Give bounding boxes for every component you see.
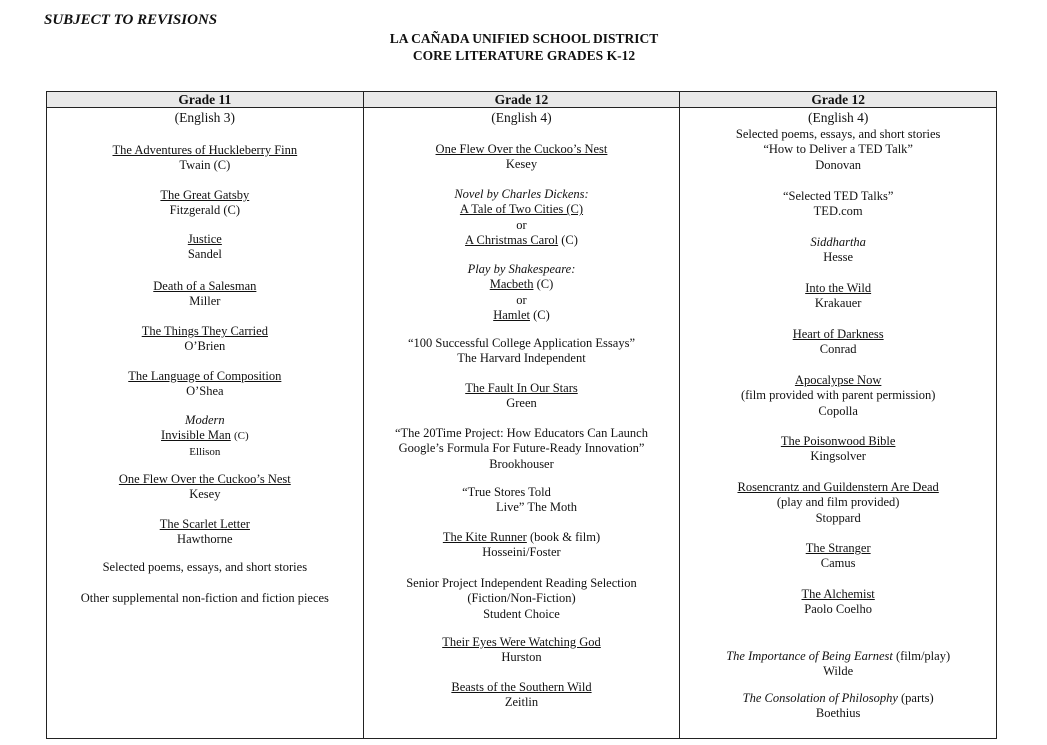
book-title: Senior Project Independent Reading Selection xyxy=(406,576,637,590)
course-label xyxy=(680,110,996,125)
book-title: Into the Wild xyxy=(805,281,872,295)
book-entry xyxy=(680,373,996,419)
book-note: (film/play) xyxy=(895,649,951,663)
book-note: (film provided with parent permission) xyxy=(740,388,936,403)
book-author: Donovan xyxy=(815,157,862,172)
book-title: Hamlet xyxy=(493,307,530,322)
or-text: or xyxy=(516,292,527,307)
book-entry xyxy=(364,485,680,516)
book-title: The Consolation of Philosophy xyxy=(742,691,898,705)
book-title: The Poisonwood Bible xyxy=(780,434,896,448)
book-entry xyxy=(680,480,996,526)
book-title: The Scarlet Letter xyxy=(159,517,250,531)
book-title: “Selected TED Talks” xyxy=(782,189,894,203)
reading-note xyxy=(47,560,363,575)
book-author: Ellison xyxy=(189,445,221,458)
book-entry xyxy=(680,587,996,618)
book-title: A Christmas Carol xyxy=(465,232,559,247)
book-title: “The 20Time Project: How Educators Can Launch xyxy=(395,426,648,440)
grade-11-column xyxy=(47,108,364,739)
book-author: Fitzgerald (C) xyxy=(169,203,241,218)
book-choice xyxy=(364,262,680,323)
document-heading xyxy=(0,30,1047,64)
book-author: Kingsolver xyxy=(810,449,866,464)
book-author: Copolla xyxy=(818,403,858,418)
book-author: Paolo Coelho xyxy=(804,602,873,617)
book-title: The Kite Runner xyxy=(442,530,527,544)
book-note: (C) xyxy=(533,307,550,322)
book-title: Heart of Darkness xyxy=(792,327,884,341)
course-name: (English 4) xyxy=(491,110,552,125)
book-title: One Flew Over the Cuckoo’s Nest xyxy=(118,472,291,486)
book-author: Hosseini/Foster xyxy=(482,545,561,560)
book-author: Stoppard xyxy=(815,510,861,525)
grade-header-row xyxy=(47,92,997,108)
book-title: One Flew Over the Cuckoo’s Nest xyxy=(435,142,608,156)
book-author: Zeitlin xyxy=(504,695,539,710)
book-entry xyxy=(364,635,680,666)
book-entry xyxy=(364,530,680,561)
book-title-cont: (Fiction/Non-Fiction) xyxy=(467,591,576,606)
book-entry xyxy=(47,232,363,263)
book-author: Kesey xyxy=(189,487,221,502)
book-author: Hurston xyxy=(501,650,542,665)
book-entry xyxy=(364,426,680,472)
grade-12-column-a xyxy=(363,108,680,739)
book-title: “How to Deliver a TED Talk” xyxy=(763,142,913,157)
book-entry xyxy=(680,691,996,722)
book-note: Selected poems, essays, and short stories xyxy=(735,127,941,141)
book-author: Student Choice xyxy=(483,606,560,621)
choice-label: Play by Shakespeare: xyxy=(467,262,576,276)
book-title: Rosencrantz and Guildenstern Are Dead xyxy=(737,480,939,494)
book-note: (C) xyxy=(561,232,578,247)
book-author: Miller xyxy=(189,294,221,309)
book-entry xyxy=(364,576,680,622)
district-title: LA CAÑADA UNIFIED SCHOOL DISTRICT xyxy=(389,31,659,46)
book-title: The Language of Composition xyxy=(128,369,282,383)
book-entry xyxy=(680,127,996,173)
book-author: Conrad xyxy=(819,342,857,357)
course-name: (English 3) xyxy=(174,110,236,125)
book-note: (C) xyxy=(233,430,249,443)
course-label xyxy=(47,110,363,125)
book-author: The Harvard Independent xyxy=(457,351,586,366)
book-title: The Importance of Being Earnest xyxy=(726,649,893,663)
book-note: (parts) xyxy=(901,691,934,705)
book-entry xyxy=(47,324,363,355)
book-title: “True Stores Told xyxy=(462,485,551,499)
book-title-cont: Google’s Formula For Future-Ready Innovation” xyxy=(398,441,645,456)
book-note: (C) xyxy=(536,277,554,292)
book-entry xyxy=(680,281,996,312)
course-label xyxy=(364,110,680,125)
book-choice xyxy=(364,187,680,248)
book-author: Wilde xyxy=(823,664,854,679)
book-title: Beasts of the Southern Wild xyxy=(451,680,592,694)
grade-12-header-b: Grade 12 xyxy=(680,92,997,108)
book-title: “100 Successful College Application Essays” xyxy=(407,336,635,350)
book-title: The Stranger xyxy=(805,541,871,555)
book-entry xyxy=(680,541,996,572)
book-author: Sandel xyxy=(187,247,222,262)
book-author: Green xyxy=(506,396,537,411)
book-entry xyxy=(47,472,363,503)
course-name: (English 4) xyxy=(807,110,869,125)
book-author: O’Shea xyxy=(186,384,224,399)
book-note: (play and film provided) xyxy=(776,495,900,510)
book-entry xyxy=(364,680,680,711)
book-entry xyxy=(47,517,363,548)
book-list-row xyxy=(47,108,997,739)
book-title: Macbeth xyxy=(489,277,534,292)
book-title: Their Eyes Were Watching God xyxy=(442,635,601,649)
book-title: Invisible Man xyxy=(161,428,231,443)
book-author: Kesey xyxy=(505,157,538,172)
book-entry xyxy=(47,413,363,460)
book-author: Twain (C) xyxy=(179,158,231,173)
book-title: The Great Gatsby xyxy=(160,188,250,202)
book-entry xyxy=(680,327,996,358)
book-title: A Tale of Two Cities (C) xyxy=(459,202,584,217)
book-note: (book & film) xyxy=(529,530,601,544)
book-title: The Things They Carried xyxy=(141,324,268,338)
grade-12-column-b xyxy=(680,108,997,739)
revision-notice: SUBJECT TO REVISIONS xyxy=(44,12,218,28)
book-author: TED.com xyxy=(813,204,863,219)
book-entry xyxy=(47,279,363,310)
book-author: Hawthorne xyxy=(177,532,233,547)
book-entry xyxy=(47,143,363,174)
book-author: Krakauer xyxy=(814,296,862,311)
book-entry xyxy=(680,649,996,680)
book-entry xyxy=(680,189,996,220)
book-entry xyxy=(47,369,363,400)
book-title: The Fault In Our Stars xyxy=(465,381,578,395)
book-entry xyxy=(680,434,996,465)
reading-note xyxy=(47,591,363,606)
or-text: or xyxy=(516,217,527,232)
book-author: Hesse xyxy=(823,250,854,265)
book-entry xyxy=(364,381,680,412)
note-text: Selected poems, essays, and short stories xyxy=(102,560,308,574)
book-entry xyxy=(364,336,680,367)
book-title: Apocalypse Now xyxy=(794,373,882,387)
book-entry xyxy=(364,142,680,173)
book-title: The Adventures of Huckleberry Finn xyxy=(112,143,298,157)
book-category: Modern xyxy=(185,413,225,427)
book-title-cont: Live” The Moth xyxy=(495,500,577,515)
note-text: Other supplemental non-fiction and fiction pieces xyxy=(80,591,329,605)
book-entry xyxy=(47,188,363,219)
core-literature-table xyxy=(46,91,997,739)
grade-11-header: Grade 11 xyxy=(47,92,364,108)
book-entry xyxy=(680,235,996,266)
book-title: Death of a Salesman xyxy=(153,279,257,293)
book-author: Boethius xyxy=(815,706,861,721)
book-title: Justice xyxy=(187,232,222,246)
book-author: O’Brien xyxy=(184,339,226,354)
book-title: The Alchemist xyxy=(801,587,875,601)
book-author: Brookhouser xyxy=(489,456,554,471)
book-title: Siddhartha xyxy=(810,235,866,249)
grade-12-header-a: Grade 12 xyxy=(363,92,680,108)
choice-label: Novel by Charles Dickens: xyxy=(454,187,589,201)
book-author: Camus xyxy=(820,556,856,571)
list-title: CORE LITERATURE GRADES K-12 xyxy=(412,48,636,63)
